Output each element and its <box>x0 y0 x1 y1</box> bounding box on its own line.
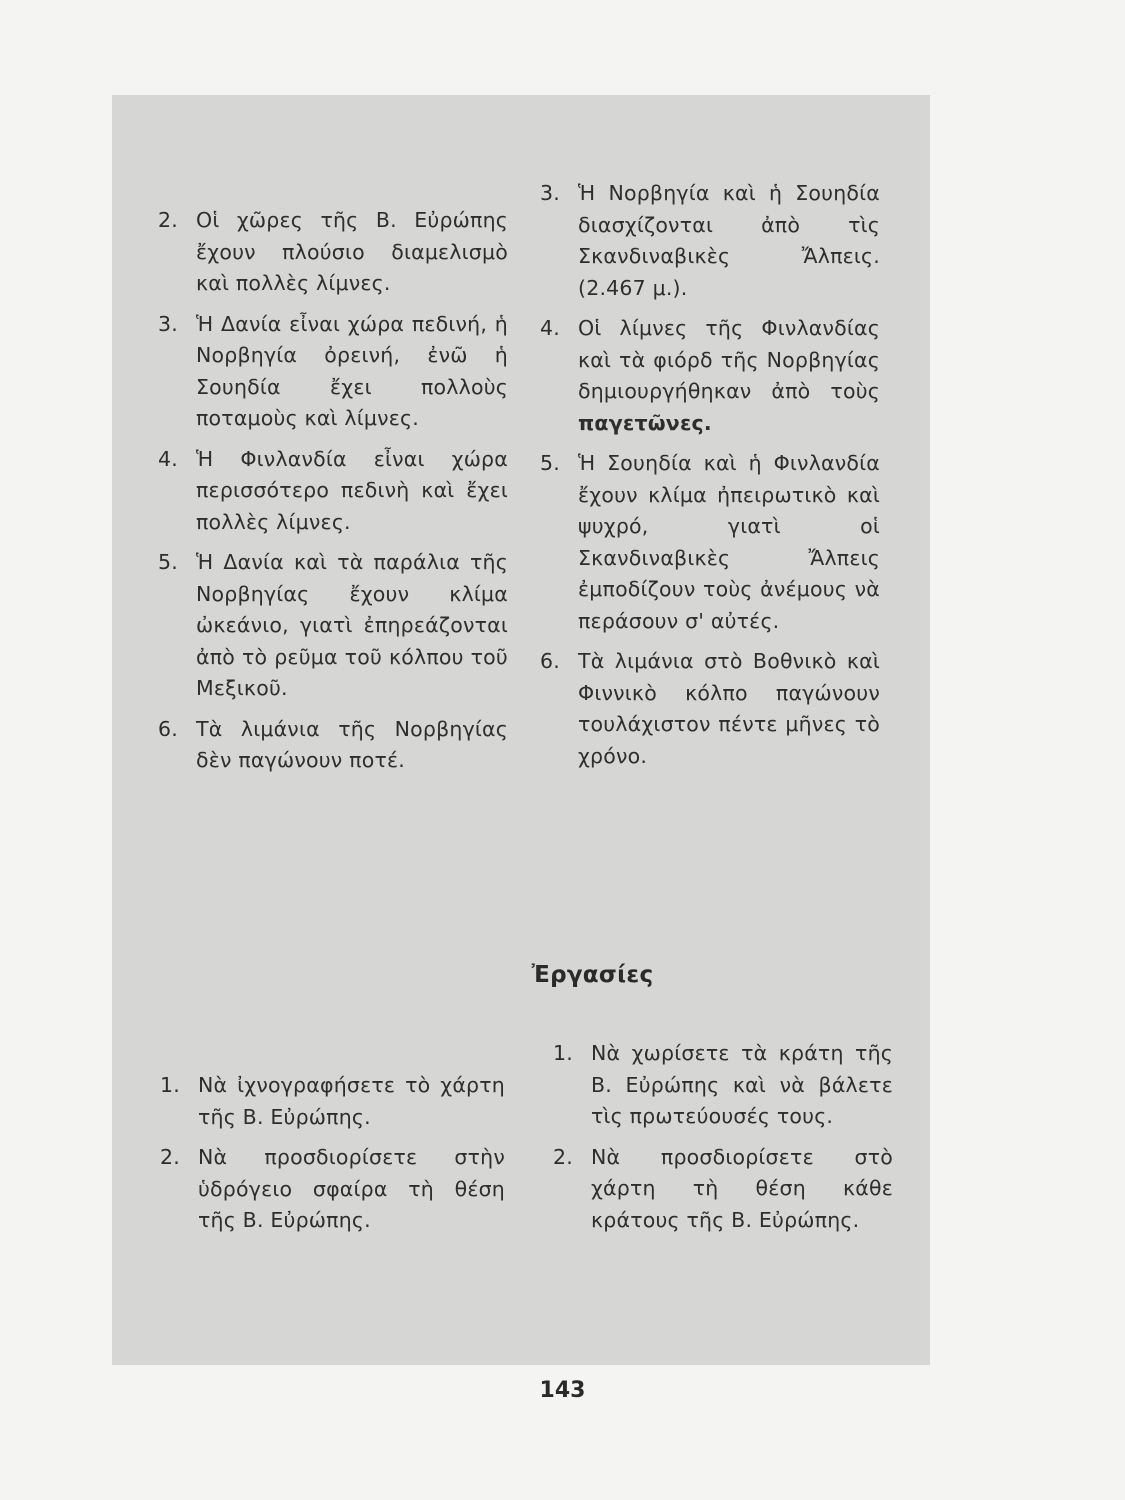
list-item <box>158 444 508 539</box>
item-text: Νὰ ἰχνογραφήσετε τὸ χάρτη τῆς Β. Εὐρώπης. <box>198 1073 505 1129</box>
item-text: Νὰ προσδιορίσετε στὸ χάρτη τὴ θέση κάθε κράτους τῆς Β. Εὐρώπης. <box>591 1144 893 1232</box>
item-text: Ἡ Νορβηγία καὶ ἡ Σουηδία διασχίζονται ἀπὸ τὶς Σκανδιναβικὲς Ἄλπεις. (2.467 μ.). <box>578 181 880 300</box>
item-number: 4. <box>158 446 178 471</box>
list-item <box>540 448 880 637</box>
item-number: 1. <box>160 1073 180 1097</box>
list-item <box>540 178 880 304</box>
item-number: 5. <box>540 451 560 475</box>
right-statements <box>540 178 880 781</box>
section-title: Ἐργασίες <box>531 962 654 988</box>
item-text: Ἡ Δανία καὶ τὰ παράλια τῆς Νορβηγίας ἔχουν κλίμα ὠκεάνιο, γιατὶ ἐπηρεάζονται ἀπὸ τὸ ρεῦμα τοῦ κόλπου τοῦ Μεξικοῦ. <box>196 550 508 700</box>
item-number: 1. <box>553 1041 573 1065</box>
item-number: 2. <box>158 208 178 232</box>
list-item <box>540 646 880 772</box>
list-item <box>160 1070 505 1133</box>
item-number: 5. <box>158 550 178 574</box>
item-text: Τὰ λιμάνια στὸ Βοθνικὸ καὶ Φιννικὸ κόλπο παγώνουν τουλάχιστον πέντε μῆνες τὸ χρόνο. <box>578 649 880 768</box>
item-text: Τὰ λιμάνια τῆς Νορβηγίας δὲν παγώνουν ποτέ. <box>196 716 508 772</box>
list-item <box>158 547 508 705</box>
item-number: 4. <box>540 316 560 340</box>
tasks-right <box>553 1038 893 1245</box>
item-text: Ἡ Δανία εἶναι χώρα πεδινή, ἡ Νορβηγία ὀρεινή, ἐνῶ ἡ Σουηδία ἔχει πολλοὺς ποταμοὺς καὶ λίμνες. <box>196 311 508 430</box>
item-number: 2. <box>553 1144 573 1169</box>
list-item <box>158 205 508 300</box>
item-text: Νὰ προσδιορίσετε στὴν ὑδρόγειο σφαίρα τὴ θέση τῆς Β. Εὐρώπης. <box>198 1145 505 1232</box>
list-item <box>553 1038 893 1133</box>
item-text: Νὰ χωρίσετε τὰ κράτη τῆς Β. Εὐρώπης καὶ νὰ βάλετε τὶς πρωτεύουσές τους. <box>591 1041 893 1128</box>
item-number: 3. <box>540 181 560 205</box>
item-text: Ἡ Φινλανδία εἶναι χώρα περισσότερο πεδινὴ καὶ ἔχει πολλὲς λίμνες. <box>196 446 508 534</box>
item-number: 6. <box>158 716 178 741</box>
item-number: 2. <box>160 1145 180 1169</box>
item-text-container <box>578 313 880 439</box>
list-item <box>160 1142 505 1237</box>
left-statements <box>158 205 508 786</box>
list-item <box>540 313 880 439</box>
page-number: 143 <box>539 1378 586 1403</box>
item-text: Οἱ λίμνες τῆς Φινλανδίας καὶ τὰ φιόρδ τῆς Νορβηγίας δημιουργήθηκαν ἀπὸ τοὺς <box>578 316 880 403</box>
list-item <box>553 1142 893 1237</box>
item-number: 3. <box>158 311 178 336</box>
item-number: 6. <box>540 649 560 673</box>
tasks-left <box>160 1070 505 1246</box>
item-text-bold: παγετῶνες. <box>578 410 712 435</box>
list-item <box>158 714 508 777</box>
item-text: Οἱ χῶρες τῆς Β. Εὐρώπης ἔχουν πλούσιο διαμελισμὸ καὶ πολλὲς λίμνες. <box>196 208 508 295</box>
list-item <box>158 309 508 435</box>
item-text: Ἡ Σουηδία καὶ ἡ Φινλανδία ἔχουν κλίμα ἠπειρωτικὸ καὶ ψυχρό, γιατὶ οἱ Σκανδιναβικὲς Ἄλπεις ἐμποδίζουν τοὺς ἀνέμους νὰ περάσουν σ' αὐτές. <box>578 451 880 633</box>
